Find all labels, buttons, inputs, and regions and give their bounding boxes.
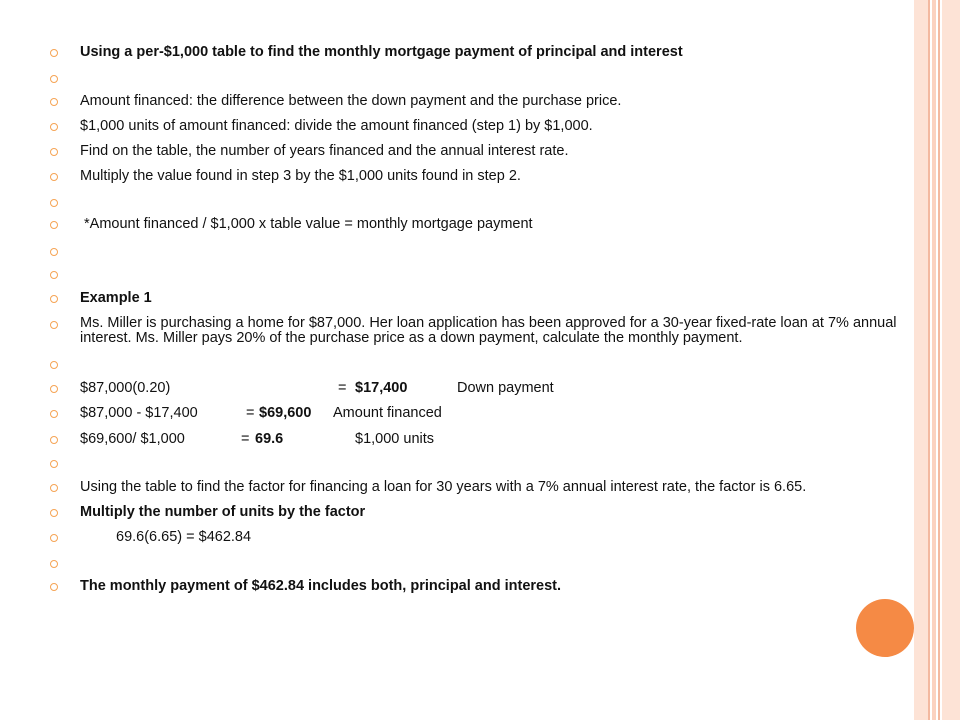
bullet-icon [50,321,58,329]
bullet-icon [50,75,58,83]
decorative-stripes [914,0,960,720]
calc-row [0,380,918,400]
heading-text: Using a per-$1,000 table to find the monthly mortgage payment of principal and interest [80,44,683,60]
step-1-text: Amount financed: the difference between the down payment and the purchase price. [80,93,622,109]
bullet-icon [50,583,58,591]
bullet-icon [50,295,58,303]
list-item [0,455,918,475]
calc-equals: = [241,431,250,447]
formula-text: *Amount financed / $1,000 x table value = monthly mortgage payment [84,216,533,232]
list-item [0,529,918,549]
calc-label: $1,000 units [355,431,435,447]
conclusion-text: The monthly payment of $462.84 includes both, principal and interest. [80,578,562,594]
bullet-icon [50,460,58,468]
calc-equals: = [338,380,347,396]
calc-row [0,431,918,451]
bullet-icon [50,385,58,393]
bullet-icon [50,98,58,106]
calc-result: 69.6 [255,431,284,447]
calc-expression: $87,000 - $17,400 [80,405,198,421]
list-item [0,194,918,214]
list-item [0,44,918,64]
step-3-text: Find on the table, the number of years financed and the annual interest rate. [80,143,569,159]
bullet-icon [50,199,58,207]
calc-expression: $69,600/ $1,000 [80,431,185,447]
list-item [0,93,918,113]
bullet-icon [50,410,58,418]
bullet-icon [50,148,58,156]
bullet-icon [50,560,58,568]
step-4-text: Multiply the value found in step 3 by the $1,000 units found in step 2. [80,168,521,184]
bullet-icon [50,271,58,279]
bullet-icon [50,123,58,131]
list-item [0,555,918,575]
table-lookup-text: Using the table to find the factor for financing a loan for 30 years with a 7% annual interest rate, the factor is 6.65. [80,479,807,495]
bullet-icon [50,484,58,492]
list-item [0,70,918,90]
multiply-title: Multiply the number of units by the factor [80,504,366,520]
bullet-icon [50,173,58,181]
list-item [0,504,918,524]
step-2-text: $1,000 units of amount financed: divide the amount financed (step 1) by $1,000. [80,118,593,134]
list-item [0,266,918,286]
calc-result: $69,600 [259,405,312,421]
list-item [0,356,918,376]
bullet-icon [50,248,58,256]
list-item [0,316,918,348]
bullet-icon [50,221,58,229]
list-item [0,243,918,263]
list-item [0,168,918,188]
list-item [0,290,918,310]
bullet-icon [50,361,58,369]
list-item [0,578,918,598]
bullet-icon [50,509,58,517]
calc-label: Down payment [457,380,554,396]
bullet-icon [50,534,58,542]
calc-expression: $87,000(0.20) [80,380,171,396]
bullet-icon [50,49,58,57]
list-item [0,216,918,236]
list-item [0,479,918,499]
bullet-icon [50,436,58,444]
calc-row [0,405,918,425]
multiply-calc: 69.6(6.65) = $462.84 [116,529,252,545]
list-item [0,118,918,138]
calc-label: Amount financed [333,405,442,421]
calc-result: $17,400 [355,380,408,396]
example-text: Ms. Miller is purchasing a home for $87,000. Her loan application has been approved for a 30-year fixed-rate loan at 7% annual interest. Ms. Miller pays 20% of the purchase price as a down payment, calculate the monthly payment. [80,315,897,346]
list-item [0,143,918,163]
example-title: Example 1 [80,290,152,306]
calc-equals: = [246,405,255,421]
